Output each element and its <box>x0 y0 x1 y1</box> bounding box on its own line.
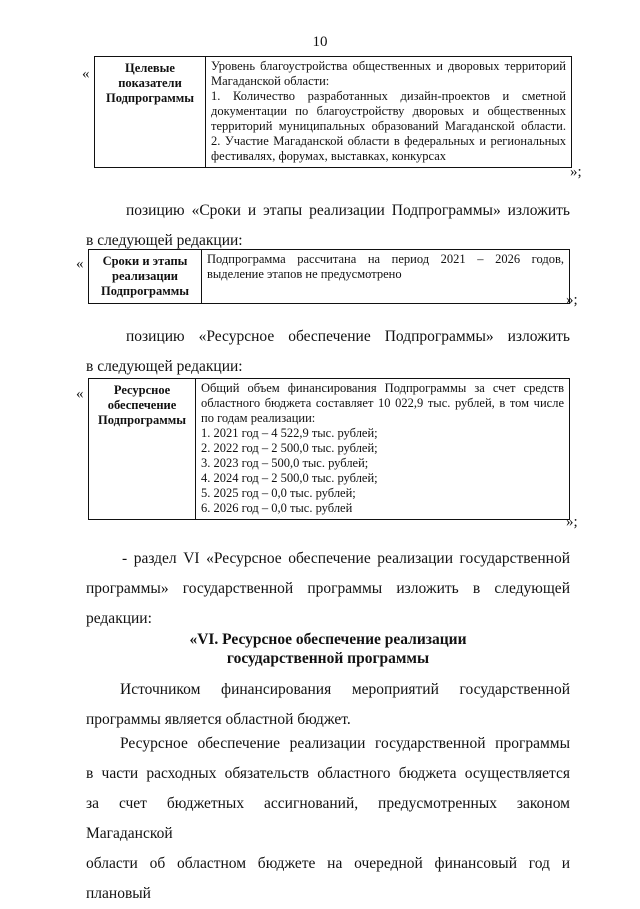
section-title-line: «VI. Ресурсное обеспечение реализации <box>189 631 467 648</box>
body-line: 1. Количество разработанных дизайн-проектов и сметной <box>211 89 566 103</box>
body-line: областного бюджета составляет 10 022,9 тыс. рублей, в том числе <box>201 396 564 410</box>
body-line: 3. 2023 год – 500,0 тыс. рублей; <box>201 456 369 470</box>
table3-quote-open: « <box>76 386 84 402</box>
head-line: реализации <box>112 269 178 283</box>
targets-row <box>95 57 572 168</box>
para-line: позицию «Сроки и этапы реализации Подпрограммы» изложить <box>126 202 570 219</box>
paragraph-resource-provision <box>86 729 570 909</box>
timing-head-cell <box>89 250 202 304</box>
body-line: территорий муниципальных образований Магаданской области. <box>211 119 566 133</box>
para-line: - раздел VI «Ресурсное обеспечение реализации государственной <box>122 550 570 567</box>
head-line: показатели <box>118 76 182 90</box>
resources-head-cell <box>89 379 196 520</box>
body-line: 4. 2024 год – 2 500,0 тыс. рублей; <box>201 471 378 485</box>
para-line: программы является областной бюджет. <box>86 711 351 728</box>
timing-table <box>88 249 570 304</box>
paragraph-resources-intro <box>86 322 570 382</box>
section-title <box>86 630 570 668</box>
body-line: фестивалях, форумах, выставках, конкурсах <box>211 149 447 163</box>
targets-head-cell <box>95 57 206 168</box>
body-line: 2. Участие Магаданской области в федеральных и региональных <box>211 134 566 148</box>
para-line: Источником финансирования мероприятий государственной <box>120 681 570 698</box>
head-line: Целевые <box>125 61 175 75</box>
resources-table <box>88 378 570 520</box>
table3-quote-close: »; <box>566 514 578 530</box>
body-line: 2. 2022 год – 2 500,0 тыс. рублей; <box>201 441 378 455</box>
resources-body-cell <box>196 379 570 520</box>
table1-quote-open: « <box>82 66 90 82</box>
para-line: в следующей редакции: <box>86 358 243 375</box>
body-line: выделение этапов не предусмотрено <box>207 267 402 281</box>
para-line: в части расходных обязательств областного бюджета осуществляется <box>86 765 570 782</box>
body-line: 6. 2026 год – 0,0 тыс. рублей <box>201 501 353 515</box>
section-title-line: государственной программы <box>226 650 430 667</box>
body-line: Подпрограмма рассчитана на период 2021 – 2026 годов, <box>207 252 564 266</box>
page-number: 10 <box>312 34 328 50</box>
body-line: 5. 2025 год – 0,0 тыс. рублей; <box>201 486 356 500</box>
body-line: 1. 2021 год – 4 522,9 тыс. рублей; <box>201 426 378 440</box>
para-line: в следующей редакции: <box>86 232 243 249</box>
table1-quote-close: »; <box>570 164 582 180</box>
paragraph-timing-intro <box>86 196 570 256</box>
para-line: области об областном бюджете на очередной финансовый год и плановый <box>86 855 570 902</box>
head-line: обеспечение <box>107 398 177 412</box>
para-line: за счет бюджетных ассигнований, предусмотренных законом Магаданской <box>86 795 570 842</box>
para-line: редакции: <box>86 610 152 627</box>
body-line: документации по благоустройству дворовых и общественных <box>211 104 566 118</box>
para-line: программы» государственной программы изложить в следующей <box>86 580 570 597</box>
head-line: Сроки и этапы <box>102 254 188 268</box>
targets-table <box>94 56 572 168</box>
body-line: по годам реализации: <box>201 411 316 425</box>
timing-body-cell <box>202 250 570 304</box>
table2-quote-open: « <box>76 256 84 272</box>
paragraph-section-vi-intro <box>86 544 570 634</box>
para-line: Ресурсное обеспечение реализации государственной программы <box>120 735 570 752</box>
body-line: Магаданской области: <box>211 74 330 88</box>
para-line: позицию «Ресурсное обеспечение Подпрограммы» изложить <box>126 328 570 345</box>
table2-quote-close: »; <box>566 292 578 308</box>
head-line: Подпрограммы <box>97 413 186 427</box>
resources-row <box>89 379 570 520</box>
targets-body-cell <box>206 57 572 168</box>
head-line: Подпрограммы <box>100 284 189 298</box>
head-line: Ресурсное <box>113 383 171 397</box>
paragraph-funding-source <box>86 675 570 735</box>
body-line: Уровень благоустройства общественных и дворовых территорий <box>211 59 566 73</box>
timing-row <box>89 250 570 304</box>
body-line: Общий объем финансирования Подпрограммы за счет средств <box>201 381 564 395</box>
head-line: Подпрограммы <box>105 91 194 105</box>
